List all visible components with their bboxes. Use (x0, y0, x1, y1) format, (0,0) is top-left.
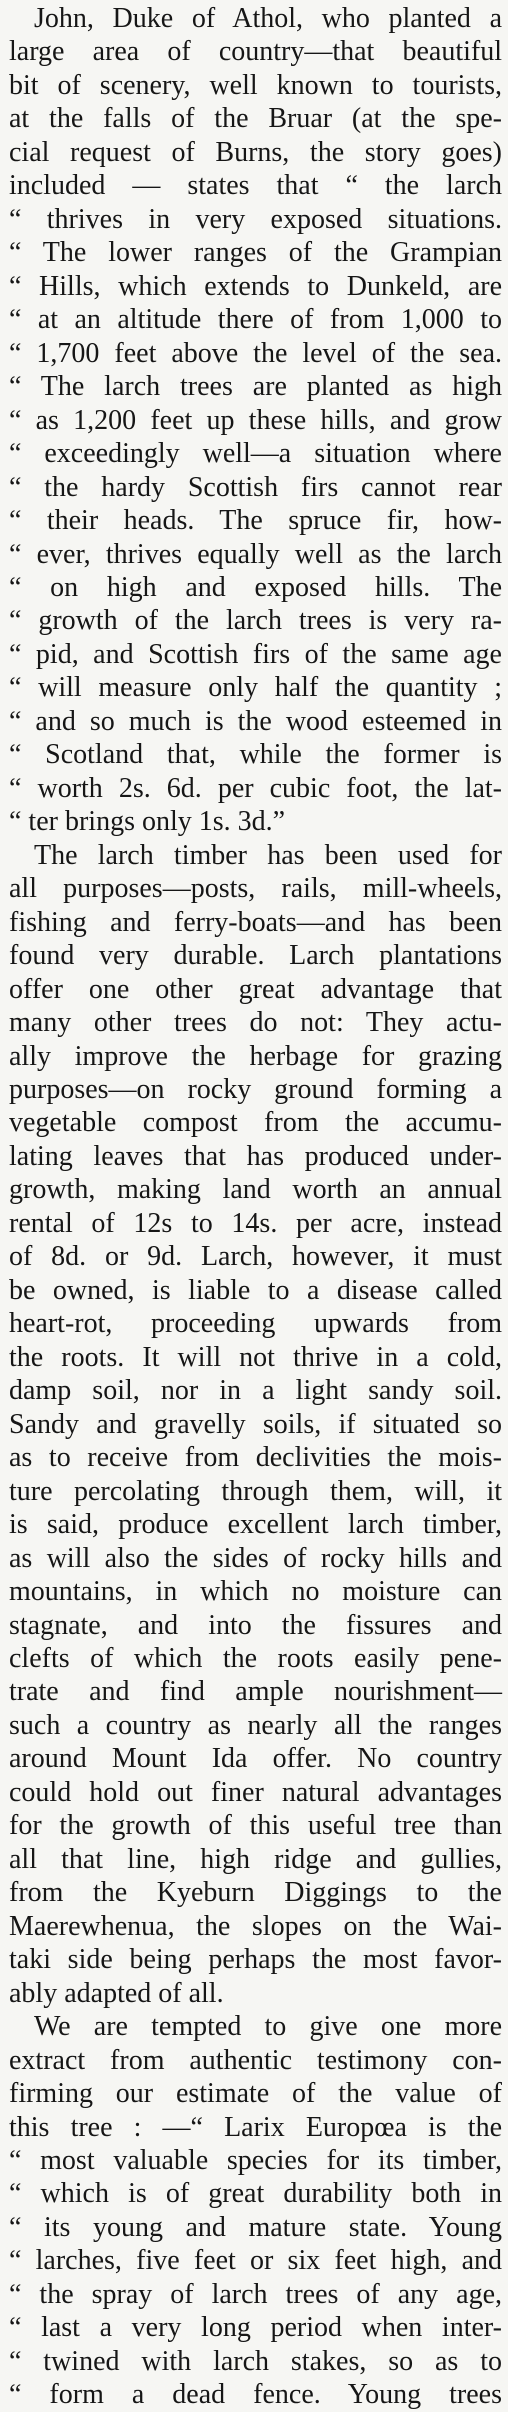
text-line: many other trees do not: They actu- (9, 1007, 502, 1039)
text-line: “ pid, and Scottish firs of the same age (9, 638, 502, 670)
text-line: “ ever, thrives equally well as the larch (9, 538, 502, 570)
text-line: “ which is of great durability both in (9, 2178, 502, 2210)
text-line: vegetable compost from the accumu- (9, 1107, 502, 1139)
text-line: is said, produce excellent larch timber, (9, 1509, 502, 1541)
text-line: “ thrives in very exposed situations. (9, 203, 502, 235)
text-line: of 8d. or 9d. Larch, however, it must (9, 1241, 502, 1273)
text-line: extract from authentic testimony con- (9, 2044, 502, 2076)
text-line: cial request of Burns, the story goes) (9, 136, 502, 168)
text-line: clefts of which the roots easily pene- (9, 1642, 502, 1674)
text-line: heart-rot, proceeding upwards from (9, 1308, 502, 1340)
text-line: such a country as nearly all the ranges (9, 1709, 502, 1741)
text-line: “ Scotland that, while the former is (9, 739, 502, 771)
text-line: “ larches, five feet or six feet high, and (9, 2245, 502, 2277)
text-line: bit of scenery, well known to tourists, (9, 69, 502, 101)
text-line: “ form a dead fence. Young trees (9, 2379, 502, 2411)
text-line: “ as 1,200 feet up these hills, and grow (9, 404, 502, 436)
text-line: ture percolating through them, will, it (9, 1475, 502, 1507)
text-line: found very durable. Larch plantations (9, 940, 502, 972)
text-line: this tree : —“ Larix Europœa is the (9, 2111, 502, 2143)
text-line: “ most valuable species for its timber, (9, 2145, 502, 2176)
text-line: “ The larch trees are planted as high (9, 371, 502, 403)
text-line: around Mount Ida offer. No country (9, 1743, 502, 1775)
text-line: could hold out finer natural advantages (9, 1776, 502, 1808)
text-line: The larch timber has been used for (34, 839, 502, 871)
text-line: “ The lower ranges of the Grampian (9, 237, 502, 269)
text-line: trate and find ample nourishment— (9, 1676, 502, 1708)
text-line: “ on high and exposed hills. The (9, 571, 502, 603)
text-line: all that line, high ridge and gullies, (9, 1843, 502, 1875)
text-line: fishing and ferry-boats—and has been (9, 906, 502, 938)
text-line: John, Duke of Athol, who planted a (34, 3, 502, 34)
text-line: taki side being perhaps the most favor- (9, 1944, 502, 1976)
text-line: as to receive from declivities the mois- (9, 1442, 502, 1474)
text-line: large area of country—that beautiful (9, 36, 502, 68)
text-line: damp soil, nor in a light sandy soil. (9, 1375, 502, 1407)
text-line: “ last a very long period when inter- (9, 2312, 502, 2344)
text-line: mountains, in which no moisture can (9, 1576, 502, 1608)
text-line: the roots. It will not thrive in a cold, (9, 1341, 502, 1373)
text-line: We are tempted to give one more (34, 2011, 502, 2043)
text-line: “ ter brings only 1s. 3d.” (9, 806, 286, 838)
text-line: “ its young and mature state. Young (9, 2211, 502, 2243)
text-line: “ at an altitude there of from 1,000 to (9, 304, 502, 336)
text-line: growth, making land worth an annual (9, 1174, 502, 1206)
text-line: be owned, is liable to a disease called (9, 1274, 502, 1306)
text-line: purposes—on rocky ground forming a (9, 1074, 502, 1105)
text-line: stagnate, and into the fissures and (9, 1609, 502, 1641)
text-line: from the Kyeburn Diggings to the (9, 1877, 502, 1909)
article-body (9, 2, 502, 2412)
text-line: “ exceedingly well—a situation where (9, 438, 502, 470)
text-line: Maerewhenua, the slopes on the Wai- (9, 1910, 502, 1942)
text-line: all purposes—posts, rails, mill-wheels, (9, 873, 502, 905)
text-line: rental of 12s to 14s. per acre, instead (9, 1207, 502, 1239)
text-line: as will also the sides of rocky hills and (9, 1542, 502, 1574)
text-line: included — states that “ the larch (9, 170, 502, 202)
text-line: lating leaves that has produced under- (9, 1140, 502, 1172)
text-line: firming our estimate of the value of (9, 2078, 502, 2110)
text-line: “ will measure only half the quantity ; (9, 672, 502, 704)
text-line: Sandy and gravelly soils, if situated so (9, 1408, 502, 1440)
text-line: ably adapted of all. (9, 1977, 224, 2009)
text-line: “ and so much is the wood esteemed in (9, 705, 502, 737)
text-line: “ 1,700 feet above the level of the sea. (9, 337, 502, 369)
text-line: offer one other great advantage that (9, 973, 502, 1005)
text-line: “ the hardy Scottish firs cannot rear (9, 471, 502, 503)
text-line: for the growth of this useful tree than (9, 1810, 502, 1842)
text-line: ally improve the herbage for grazing (9, 1040, 502, 1072)
text-line: “ growth of the larch trees is very ra- (9, 605, 502, 637)
text-line: “ worth 2s. 6d. per cubic foot, the lat- (9, 772, 502, 804)
text-line: “ twined with larch stakes, so as to (9, 2345, 502, 2377)
text-line: at the falls of the Bruar (at the spe- (9, 103, 502, 135)
text-line: “ Hills, which extends to Dunkeld, are (9, 270, 502, 302)
text-line: “ their heads. The spruce fir, how- (9, 505, 502, 537)
text-line: “ the spray of larch trees of any age, (9, 2278, 502, 2310)
